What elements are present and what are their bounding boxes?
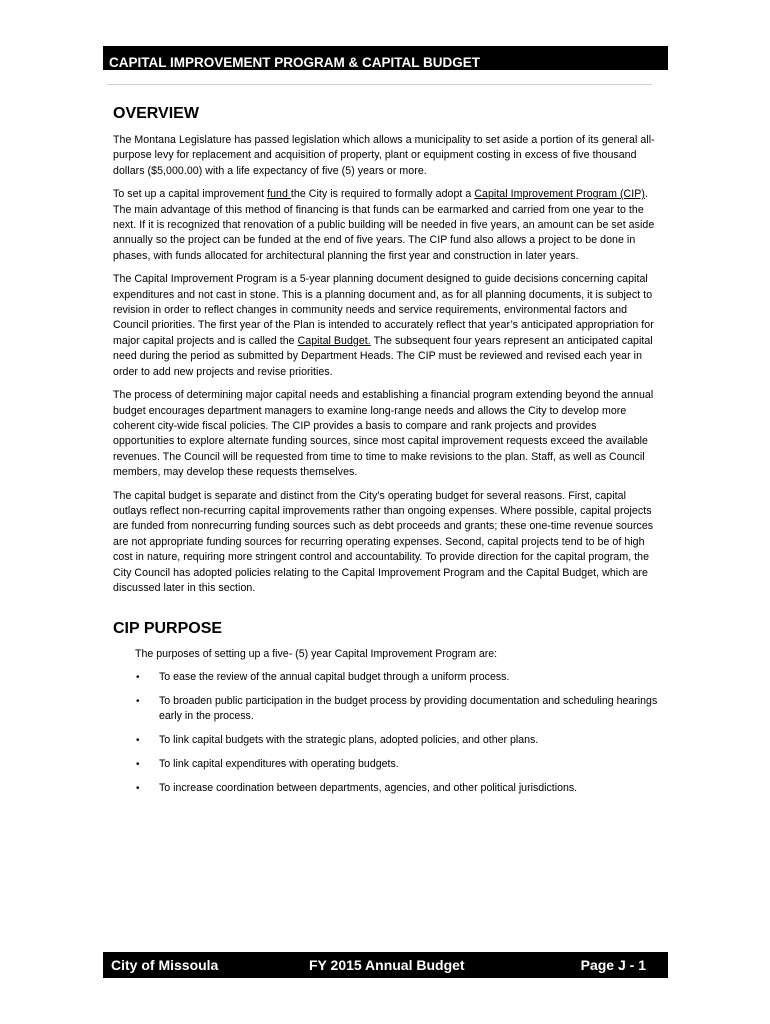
overview-paragraph (113, 272, 659, 380)
list-item (113, 781, 659, 796)
paragraph-text: the City is required to formally adopt a (290, 188, 475, 201)
list-item (113, 694, 659, 725)
cip-purpose-list (113, 670, 659, 805)
header-divider (107, 84, 652, 85)
footer-budget-title: FY 2015 Annual Budget (309, 957, 465, 973)
paragraph-text: The subsequent four years represent an anticipated capital need during the period as submitted by Department Heads. The CIP must be reviewed and revised each year in order to add new projects and revise priorities. (113, 334, 653, 378)
list-item-text: To ease the review of the annual capital budget through a uniform process. (159, 671, 510, 683)
underlined-term: Capital Improvement Program (CIP) (474, 188, 645, 201)
list-item-text: To broaden public participation in the budget process by providing documentation and scheduling hearings early in the process. (159, 695, 658, 723)
overview-paragraph (113, 489, 659, 597)
paragraph-text: The capital budget is separate and distinct from the City’s operating budget for several reasons. First, capital outlays reflect non-recurring capital improvements rather than ongoing expenses. Where possible, capital projects are funded from nonrecurring funding sources such as debt proceeds and grants; these one-time revenue sources are not appropriate funding sources for recurring operating expenses. Second, capital projects tend to be of high cost in nature, requiring more stringent control and accountability. To provide direction for the capital program, the City Council has adopted policies relating to the Capital Improvement Program and the Capital Budget, which are discussed later in this section. (113, 489, 654, 594)
header-bar (103, 46, 668, 70)
list-item-text: To link capital expenditures with operating budgets. (159, 758, 399, 771)
paragraph-text: The process of determining major capital needs and establishing a financial program extending beyond the annual budget encourages department managers to examine long-range needs and allows the City to develop more coherent city-wide fiscal policies. The CIP provides a basis to compare and rank projects and provides opportunities to explore alternate funding sources, since most capital improvement requests exceed the available revenues. The Council will be requested from time to time to make revisions to the plan. Staff, as well as Council members, may develop these requests themselves. (113, 389, 654, 479)
paragraph-text: The Capital Improvement Program is a 5-year planning document designed to guide decisions concerning capital expenditures and not cast in stone. This is a planning document and, as for all planning documents, it is subject to revision in order to reflect changes in community needs and service requirements, environmental factors and Council priorities. The first year of the Plan is intended to accurately reflect that year’s anticipated appropriation for major capital projects and is called the (113, 273, 654, 347)
list-item-text: To link capital budgets with the strategic plans, adopted policies, and other plans. (159, 734, 539, 747)
overview-paragraph (113, 133, 659, 179)
paragraph-text: To set up a capital improvement (113, 188, 268, 201)
bullet-icon: • (136, 759, 140, 771)
list-item (113, 757, 659, 772)
footer-page-number: Page J - 1 (580, 957, 646, 973)
cip-purpose-heading: CIP PURPOSE (113, 620, 223, 637)
underlined-term: Capital Budget. (297, 334, 371, 347)
paragraph-text: . The main advantage of this method of financing is that funds can be earmarked and carried from one year to the next. If it is recognized that renovation of a public building will be needed in five years, an amount can be set aside annually so the project can be funded at the end of five years. The CIP fund also allows a project to be done in phases, with funds allocated for architectural planning the first year and construction in later years. (113, 188, 655, 262)
cip-purpose-intro: The purposes of setting up a five- (5) year Capital Improvement Program are: (135, 648, 498, 660)
bullet-icon: • (136, 783, 140, 795)
paragraph-text: The Montana Legislature has passed legislation which allows a municipality to set aside a portion of its general all-purpose levy for replacement and acquisition of property, plant or equipment costing in excess of five thousand dollars ($5,000.00) with a life expectancy of five (5) years or more. (113, 134, 655, 177)
overview-body (113, 133, 659, 604)
bullet-icon: • (136, 672, 140, 683)
overview-heading: OVERVIEW (113, 105, 199, 122)
overview-paragraph (113, 388, 659, 480)
list-item (113, 670, 659, 685)
document-title: CAPITAL IMPROVEMENT PROGRAM & CAPITAL BUDGET (109, 55, 481, 70)
list-item-text: To increase coordination between departments, agencies, and other political jurisdictions. (159, 782, 578, 795)
footer-city: City of Missoula (111, 957, 219, 973)
bullet-icon: • (136, 696, 140, 707)
footer-bar (103, 952, 668, 978)
bullet-icon: • (136, 735, 140, 747)
underlined-term: fund (267, 188, 291, 201)
list-item (113, 733, 659, 748)
overview-paragraph (113, 187, 659, 264)
